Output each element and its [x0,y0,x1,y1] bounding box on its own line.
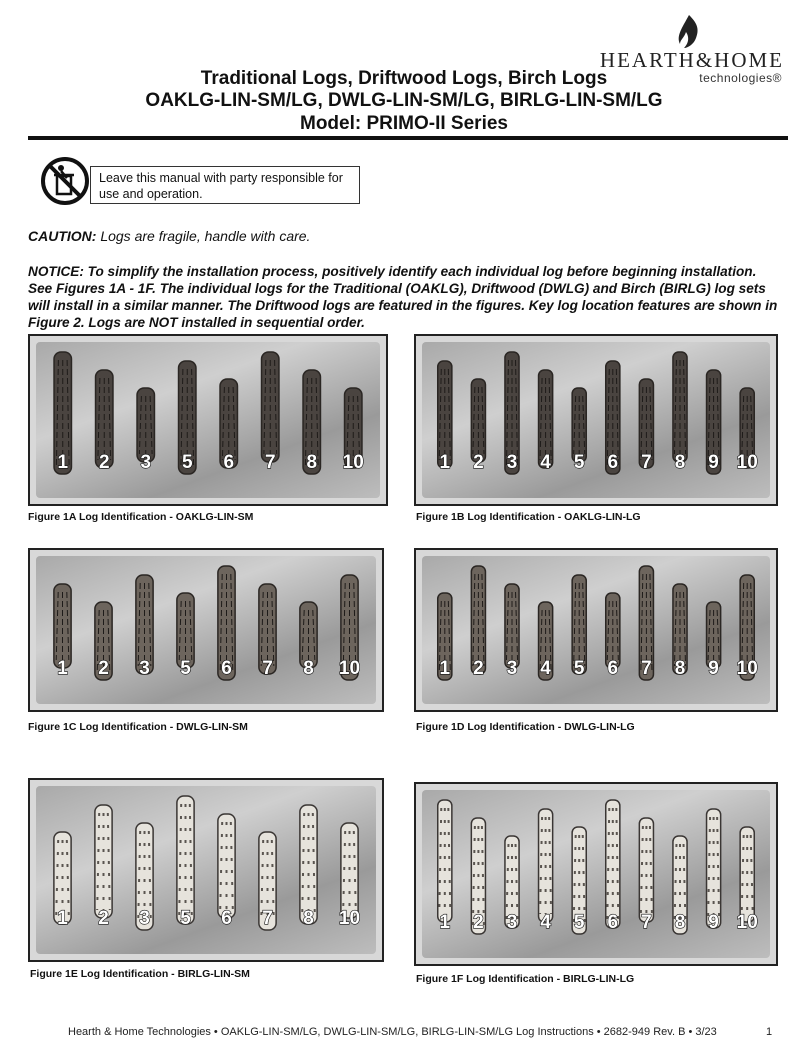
log-number-label: 10 [736,912,758,933]
log-number-label: 6 [607,658,619,679]
log-7 [639,818,653,922]
log-number-label: 2 [98,658,109,679]
log-number-label: 5 [180,908,191,929]
log-number-label: 2 [98,908,109,929]
log-drawing [30,550,382,710]
log-number-label: 1 [439,452,451,473]
log-number-label: 2 [473,658,484,679]
log-number-label: 7 [262,658,273,679]
log-drawing [416,336,776,504]
figure-1c-photo [28,548,384,712]
figure-1b-caption: Figure 1B Log Identification - OAKLG-LIN-LG [416,511,641,523]
figure-1a-photo [28,334,388,506]
figure-1b-photo [414,334,778,506]
figure-1a-caption: Figure 1A Log Identification - OAKLG-LIN-SM [28,511,254,523]
log-number-label: 3 [506,658,518,679]
title-rule [28,136,788,140]
manual-notice-box: Leave this manual with party responsible for use and operation. [90,166,360,204]
log-10 [740,827,754,922]
log-number-label: 7 [262,908,273,929]
no-trash-icon [40,156,90,206]
log-10 [341,823,358,918]
log-number-label: 3 [140,452,152,473]
log-number-label: 7 [641,912,652,933]
title-line-1: Traditional Logs, Driftwood Logs, Birch Logs [200,68,608,89]
log-number-label: 5 [573,452,585,473]
log-2 [471,379,485,462]
figure-1d-photo [414,548,778,712]
log-drawing [30,336,386,504]
log-3 [137,388,154,462]
log-6 [606,800,620,928]
title-line-2: OAKLG-LIN-SM/LG, DWLG-LIN-SM/LG, BIRLG-LIN-SM/LG [145,90,663,111]
log-number-label: 2 [473,912,484,933]
figure-1f-photo [414,782,778,966]
log-number-label: 7 [264,452,276,473]
log-drawing [416,784,776,964]
log-number-label: 1 [57,908,68,929]
log-number-label: 1 [439,912,451,933]
title-line-3: Model: PRIMO-II Series [300,113,508,134]
log-number-label: 9 [708,912,719,933]
log-number-label: 6 [607,912,619,933]
log-7 [262,352,279,462]
figure-1d-caption: Figure 1D Log Identification - DWLG-LIN-LG [416,721,635,733]
log-number-label: 8 [674,912,686,933]
log-4 [539,809,553,922]
log-number-label: 10 [736,452,758,473]
log-number-label: 6 [607,452,619,473]
caution-text [28,228,310,244]
log-number-label: 5 [181,452,193,473]
log-2 [95,805,112,918]
log-number-label: 8 [303,908,314,929]
log-number-label: 8 [303,658,314,679]
log-5 [177,796,194,924]
log-9 [707,809,721,928]
log-6 [606,593,620,668]
caution-body: Logs are fragile, handle with care. [96,228,311,244]
log-1 [438,800,452,922]
log-6 [218,814,235,918]
log-8 [300,805,317,924]
log-number-label: 5 [573,912,585,933]
log-number-label: 4 [540,658,551,679]
log-number-label: 6 [223,452,235,473]
log-number-label: 3 [506,452,518,473]
log-8 [673,352,687,462]
log-5 [177,593,194,668]
logo-sub: technologies® [699,71,782,85]
log-number-label: 2 [98,452,110,473]
logo-brand: HEARTH&HOME [599,48,784,72]
log-number-label: 8 [306,452,318,473]
log-number-label: 8 [674,452,686,473]
caution-label: CAUTION: [28,228,97,244]
log-number-label: 10 [736,658,758,679]
log-number-label: 10 [342,452,364,473]
log-number-label: 8 [674,658,686,679]
log-number-label: 9 [708,658,719,679]
log-number-label: 5 [180,658,191,679]
log-number-label: 7 [641,658,652,679]
log-5 [572,388,586,462]
log-number-label: 3 [139,908,150,929]
notice-paragraph: NOTICE: To simplify the installation process, positively identify each individual log before beginning installation. See Figures 1A - 1F. The individual logs for the Traditional (OAKLG), Driftwood (DWLG) and Birch (BIRLG) log sets will install in a similar manner. The Driftwood logs are featured in the figures. Key log location features are shown in Figure 2. Logs are NOT installed in sequential order. [28,264,778,330]
flame-icon [676,14,702,50]
log-number-label: 7 [641,452,652,473]
log-number-label: 6 [221,908,232,929]
footer-text: Hearth & Home Technologies • OAKLG-LIN-SM/LG, DWLG-LIN-SM/LG, BIRLG-LIN-SM/LG Log Instructions • 2682-949 Rev. B • 3/23 [68,1026,717,1038]
log-number-label: 1 [57,658,68,679]
log-drawing [30,780,382,960]
log-drawing [416,550,776,710]
log-number-label: 3 [506,912,518,933]
figure-1e-photo [28,778,384,962]
log-number-label: 9 [708,452,719,473]
log-number-label: 2 [473,452,484,473]
log-3 [505,584,519,668]
log-number-label: 3 [139,658,150,679]
log-number-label: 4 [540,912,551,933]
log-number-label: 10 [338,908,361,929]
log-number-label: 4 [540,452,551,473]
log-number-label: 10 [338,658,361,679]
log-1 [54,584,71,668]
page-number: 1 [766,1026,773,1038]
figure-1c-caption: Figure 1C Log Identification - DWLG-LIN-SM [28,721,248,733]
log-number-label: 6 [221,658,232,679]
log-number-label: 1 [57,452,69,473]
figure-1f-caption: Figure 1F Log Identification - BIRLG-LIN-LG [416,973,635,985]
log-number-label: 5 [573,658,585,679]
figure-1e-caption: Figure 1E Log Identification - BIRLG-LIN-SM [30,968,250,980]
log-number-label: 1 [439,658,451,679]
